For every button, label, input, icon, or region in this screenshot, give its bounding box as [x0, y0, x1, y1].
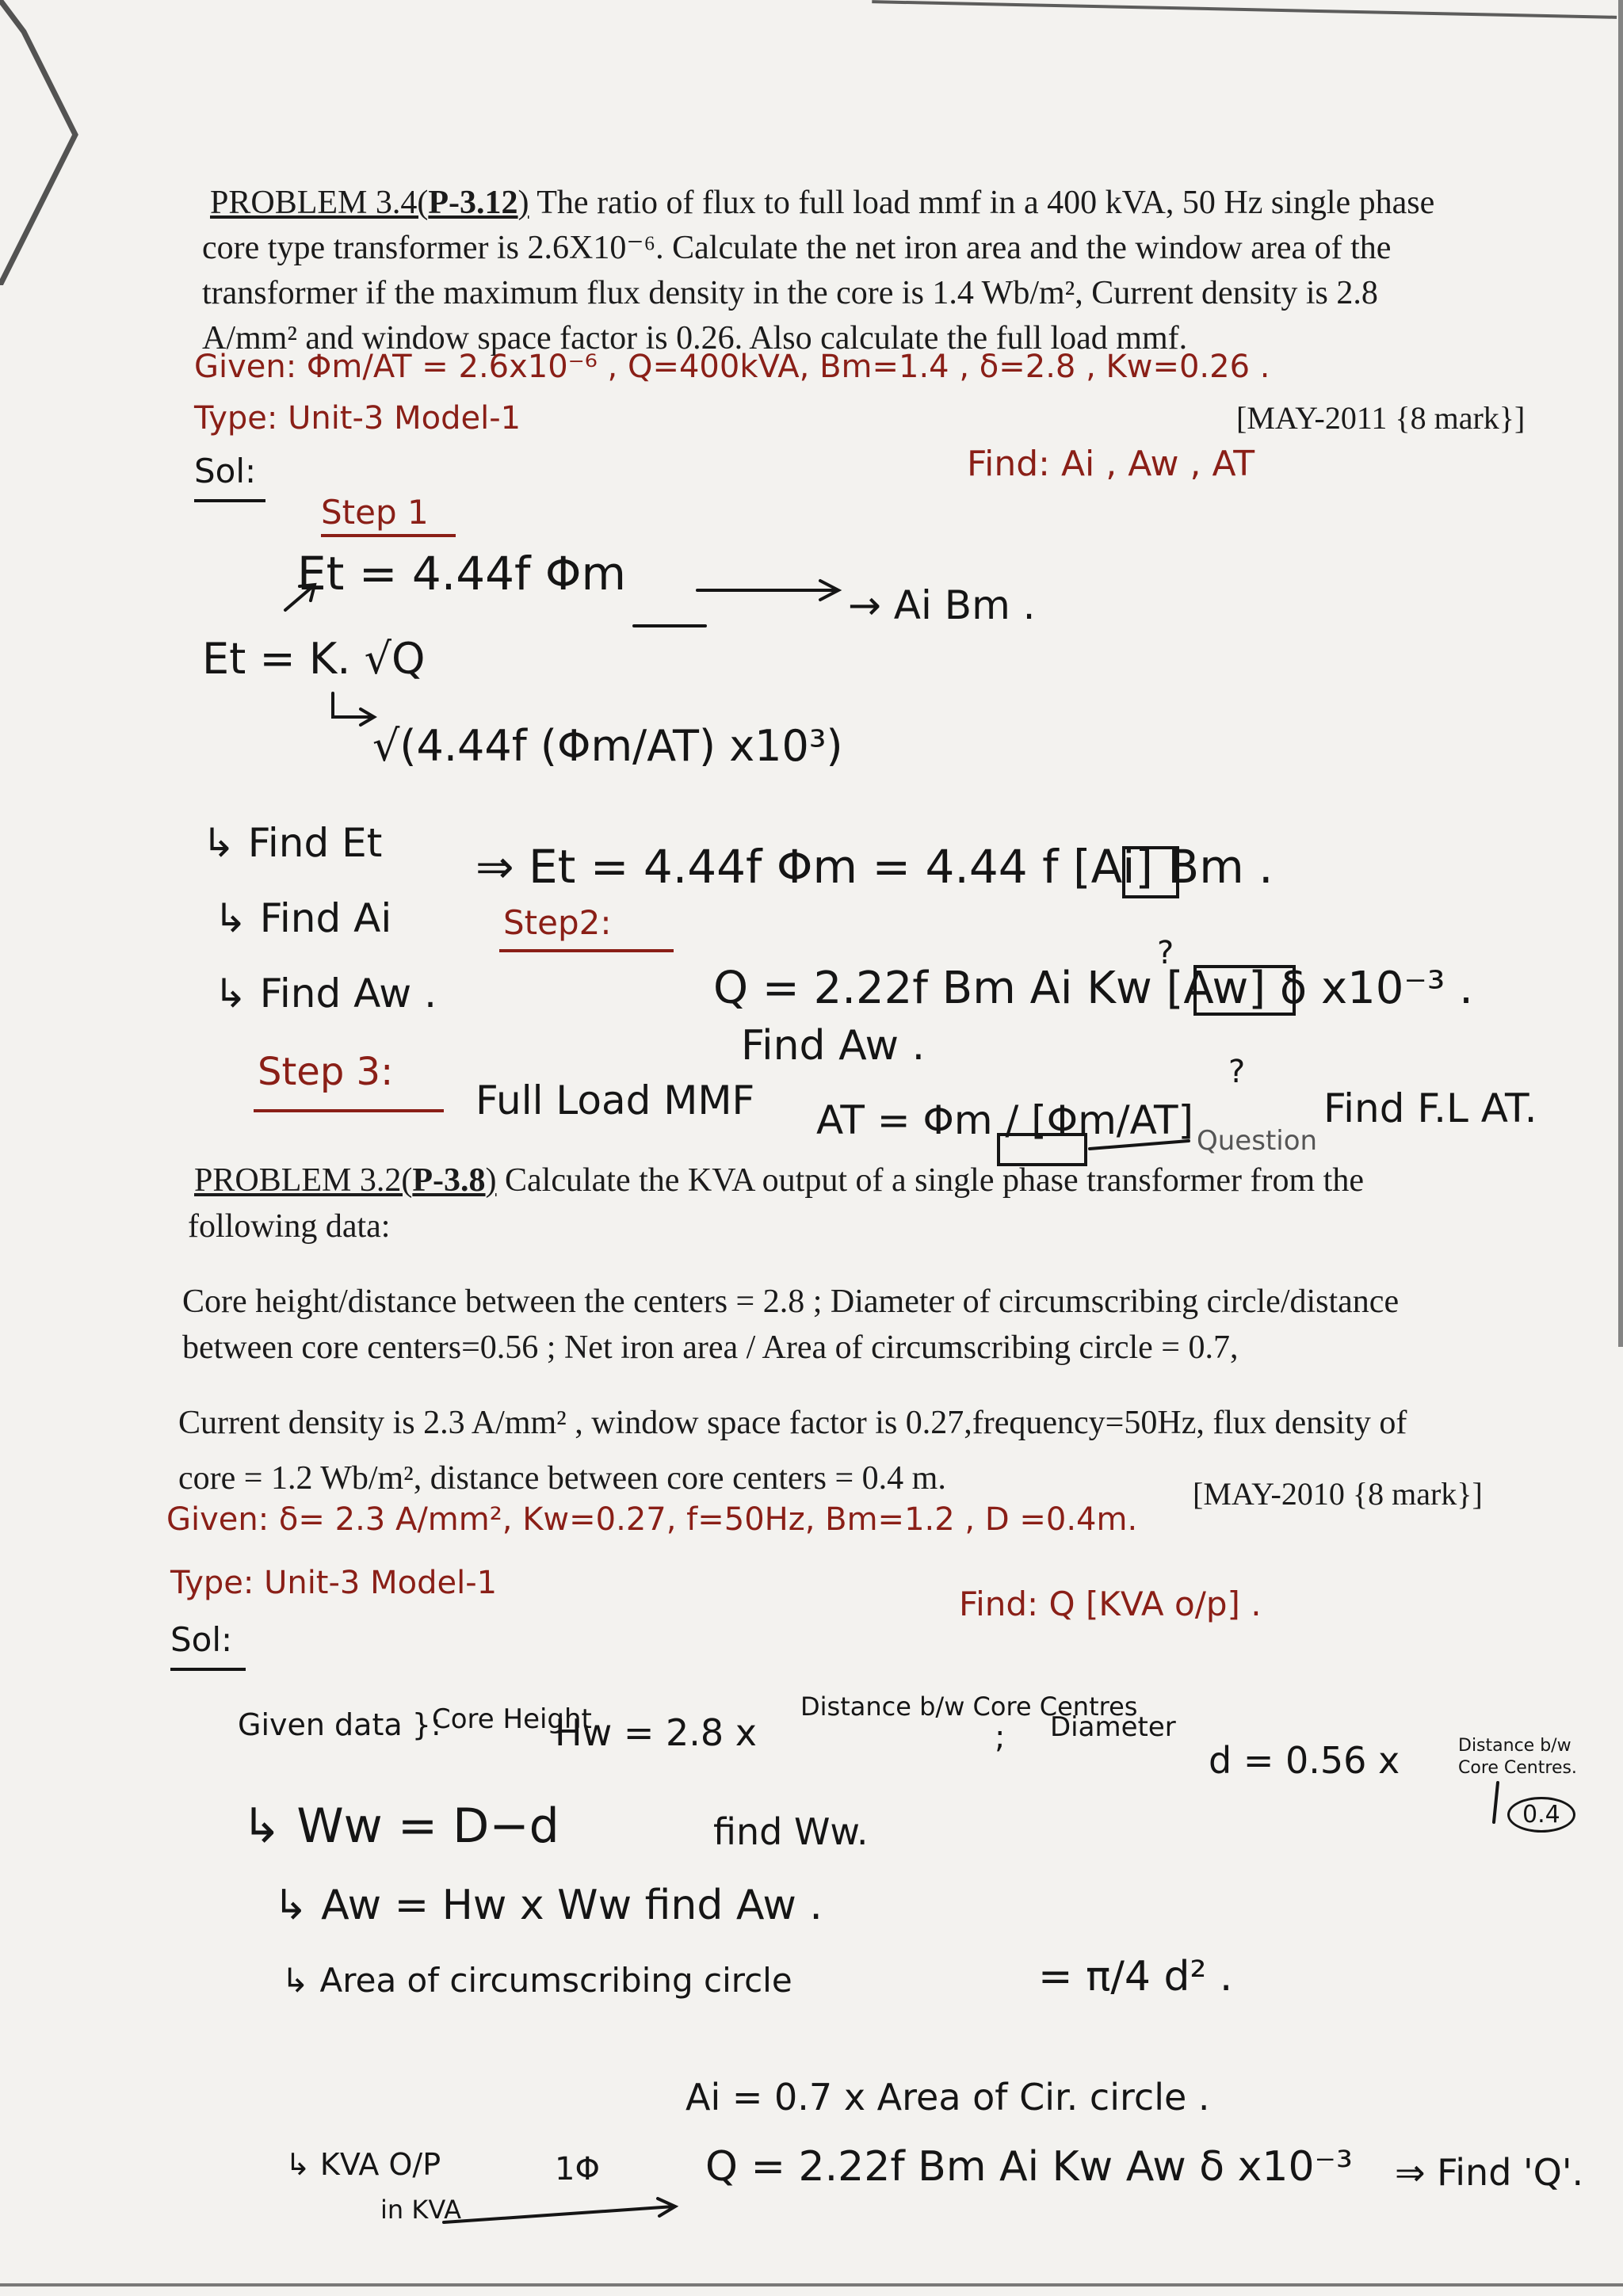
p1-qmark2: ? [1228, 1054, 1246, 1090]
p2-pi-d2: = π/4 d² . [1038, 1953, 1233, 2000]
problem1-number: PROBLEM 3.4( [210, 185, 429, 221]
p1-full-load: Full Load MMF [475, 1077, 755, 1123]
arrow-to-root [333, 693, 374, 725]
p1-find-aw2: Find Aw . [741, 1022, 926, 1070]
p2-find-q: ⇒ Find 'Q'. [1395, 2151, 1584, 2194]
p1-step1: Step 1 [321, 493, 429, 532]
p1-step2: Step2: [503, 903, 612, 942]
question-pointer [1090, 1141, 1189, 1149]
box-ai [1124, 848, 1178, 897]
p2-given-data: Given data }: [238, 1707, 441, 1742]
p2-ai: Ai = 0.7 x Area of Cir. circle . [685, 2076, 1210, 2119]
p2-aw: ↳ Aw = Hw x Ww find Aw . [273, 1882, 823, 1929]
problem2-more-1: Current density is 2.3 A/mm² , window space factor is 0.27,frequency=50Hz, flux density of [178, 1405, 1407, 1441]
p1-eq-k: Et = K. √Q [202, 634, 426, 684]
p1-qmark1: ? [1157, 935, 1174, 971]
p2-circled-value: 0.4 [1507, 1797, 1575, 1833]
problem1-code-close: ) [517, 185, 529, 221]
problem2-statement-1: Calculate the KVA output of a single phase transformer from the [496, 1162, 1364, 1199]
p2-hw: Hw = 2.8 x [555, 1711, 757, 1754]
problem2-exam-tag: [MAY-2010 {8 mark}] [1193, 1476, 1483, 1512]
problem1-statement-2: core type transformer is 2.6X10⁻⁶. Calculate the net iron area and the window area of the [202, 230, 1392, 266]
p2-distance-core: Distance b/w Core Centres [800, 1691, 1138, 1722]
p1-find-et: ↳ Find Et [202, 820, 383, 866]
problem2-data-2: between core centers=0.56 ; Net iron area / Area of circumscribing circle = 0.7, [182, 1329, 1239, 1366]
box-aw [1195, 967, 1294, 1014]
p2-dist-centres: Distance b/w Core Centres. [1458, 1736, 1577, 1778]
p1-eq-et2: ⇒ Et = 4.44f Φm = 4.44 f [Ai] Bm . [475, 840, 1274, 894]
p1-step3: Step 3: [258, 1050, 394, 1094]
p1-sol: Sol: [194, 452, 257, 490]
p1-find-ai: ↳ Find Ai [214, 895, 392, 941]
problem2-statement-2: following data: [188, 1208, 391, 1245]
p2-diameter: Diameter [1050, 1711, 1176, 1743]
p2-area-circle: ↳ Area of circumscribing circle [281, 1961, 792, 2000]
p2-given: Given: δ= 2.3 A/mm², Kw=0.27, f=50Hz, Bm=1.2 , D =0.4m. [166, 1501, 1138, 1538]
p1-eq-q: Q = 2.22f Bm Ai Kw [Aw] δ x10⁻³ . [713, 963, 1473, 1014]
p2-eq-final: Q = 2.22f Bm Ai Kw Aw δ x10⁻³ [705, 2143, 1353, 2191]
arrow-up-et [285, 585, 315, 610]
p2-in-kva: in KVA [380, 2195, 462, 2225]
p1-find-fl: Find F.L AT. [1323, 1085, 1537, 1131]
problem2-more-2: core = 1.2 Wb/m², distance between core centers = 0.4 m. [178, 1460, 946, 1497]
p1-given: Given: Φm/AT = 2.6x10⁻⁶ , Q=400kVA, Bm=1.4 , δ=2.8 , Kw=0.26 . [194, 349, 1270, 385]
problem2-code: P-3.8 [412, 1162, 486, 1199]
problem1-statement-3: transformer if the maximum flux density in the core is 1.4 Wb/m², Current density is 2.8 [202, 275, 1378, 311]
p2-type: Type: Unit-3 Model-1 [170, 1565, 498, 1601]
p1-eq-at: AT = Φm / [Φm/AT] [816, 1097, 1194, 1143]
problem2-code-close: ) [485, 1162, 497, 1199]
p1-eq-root: √(4.44f (Φm/AT) x10³) [372, 721, 843, 771]
problem2-number: PROBLEM 3.2( [194, 1162, 413, 1199]
p2-ww: ↳ Ww = D−d [242, 1798, 559, 1854]
pointer-to-circle [1494, 1783, 1498, 1822]
problem2-data-1: Core height/distance between the centers = 2.8 ; Diameter of circumscribing circle/distance [182, 1283, 1400, 1320]
p1-find-aw: ↳ Find Aw . [214, 971, 437, 1016]
p2-core-height: Core Height [432, 1703, 592, 1735]
p2-semicolon: ; [995, 1719, 1006, 1756]
box-phim-at [999, 1135, 1086, 1165]
p2-kva-op: ↳ KVA O/P [285, 2147, 441, 2182]
arrow-to-ai-bm [697, 581, 838, 600]
p2-one-phase: 1Φ [555, 2151, 600, 2187]
p2-find: Find: Q [KVA o/p] . [959, 1585, 1262, 1623]
p2-d-eq: d = 0.56 x [1209, 1739, 1400, 1782]
p1-eq-et: Et = 4.44f Φm [297, 547, 627, 601]
p1-type: Type: Unit-3 Model-1 [194, 400, 521, 437]
arrow-kva [444, 2199, 675, 2222]
p2-sol: Sol: [170, 1620, 233, 1659]
p1-arrow-ai: → Ai Bm . [848, 582, 1036, 628]
p1-question: Question [1197, 1125, 1318, 1157]
p2-find-ww: find Ww. [713, 1810, 869, 1853]
problem1-statement-1: The ratio of flux to full load mmf in a 400 kVA, 50 Hz single phase [537, 185, 1435, 221]
p1-find: Find: Ai , Aw , AT [967, 444, 1255, 484]
problem1-exam-tag: [MAY-2011 {8 mark}] [1236, 400, 1526, 436]
problem1-statement-4: A/mm² and window space factor is 0.26. Also calculate the full load mmf. [202, 320, 1188, 357]
problem1-code: P-3.12 [428, 185, 518, 221]
